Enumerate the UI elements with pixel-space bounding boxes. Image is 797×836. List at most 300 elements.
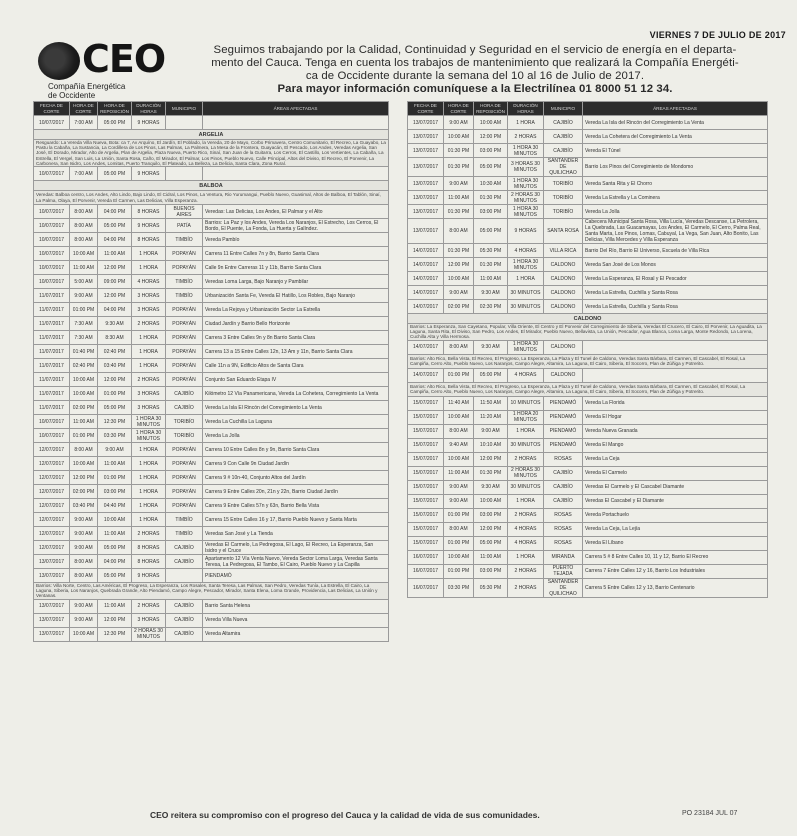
- table-cell: 14/07/2017: [408, 368, 444, 382]
- table-cell: 13/07/2017: [408, 191, 444, 205]
- table-row: [34, 471, 389, 485]
- logo-subtitle-line2: de Occidente: [48, 91, 96, 100]
- table-cell: 9:00 AM: [70, 541, 98, 555]
- table-cell: Vereda El Mango: [583, 438, 768, 452]
- table-cell: 8:00 AM: [70, 555, 98, 569]
- table-cell: 12:00 PM: [98, 261, 132, 275]
- table-cell: POPAYÁN: [166, 317, 203, 331]
- headline-line2: mento del Cauca. Tenga en cuenta los trabajos de mantenimiento que realizará la Compañía Energéti-: [211, 57, 739, 69]
- table-cell: 10:00 AM: [444, 452, 474, 466]
- table-cell: 10/07/2017: [34, 219, 70, 233]
- table-cell: CALDONO: [544, 272, 583, 286]
- table-cell: 2 HORAS: [132, 527, 166, 541]
- table-cell: CAJIBÍO: [544, 130, 583, 144]
- table-cell: Vereda La Estrella y La Cominera: [583, 191, 768, 205]
- area-list-row: [34, 191, 389, 205]
- table-row: [408, 550, 768, 564]
- section-row: [408, 314, 768, 324]
- affected-areas-text: Barrios: Alto Rico, Bella Vista, El Recreo, El Progreso, La Esperanza, La Plaza y El Tunel de Caldono, Veredas Santa Bárbara, El Carmen, El Cascabel, El Rosal, La Campiña, Cerro Alto, Pueblo Nuevo, Los Naranjos, Campo Alegre, Altamira, La Laguna, El Cairo, Siberia, El Socorro, Plan de Zúñiga y Potrerito.: [408, 354, 768, 368]
- municipality-header: BALBOA: [34, 181, 389, 191]
- table-cell: Apartamento 12 Vía Venta Nuevo, Vereda Sector Loma Larga, Veredas Santa Teresa, La Pedregosa, El Tambo, El Cairo, Pueblo Nuevo y La Capilla: [203, 555, 389, 569]
- table-cell: 15/07/2017: [408, 396, 444, 410]
- table-cell: 05:00 PM: [474, 219, 508, 244]
- table-cell: Veredas El Cascabel y El Diamante: [583, 494, 768, 508]
- table-cell: Vereda El Carmelo: [583, 466, 768, 480]
- table-row: [408, 368, 768, 382]
- table-cell: Veredas San José y La Tienda: [203, 527, 389, 541]
- table-cell: 4 HORAS: [508, 244, 544, 258]
- table-cell: Vereda Portachuelo: [583, 508, 768, 522]
- table-cell: 1 HORA: [508, 494, 544, 508]
- table-cell: 01:00 PM: [444, 508, 474, 522]
- table-cell: 01:30 PM: [474, 258, 508, 272]
- logo-name: CEO: [82, 37, 166, 81]
- table-cell: CALDONO: [544, 258, 583, 272]
- table-cell: 05:00 PM: [98, 401, 132, 415]
- table-cell: 12/07/2017: [34, 443, 70, 457]
- table-cell: POPAYÁN: [166, 261, 203, 275]
- table-cell: Vereda La Ceja, La Lejía: [583, 522, 768, 536]
- table-cell: 2 HORAS 30 MINUTOS: [508, 191, 544, 205]
- headline-line4: Para mayor información comuníquese a la Electrilínea 01 8000 51 12 34.: [277, 83, 673, 95]
- table-cell: Calle 9n Entre Carreras 11 y 11b, Barrio Santa Clara: [203, 261, 389, 275]
- table-cell: 7:30 AM: [70, 317, 98, 331]
- table-cell: ROSAS: [544, 536, 583, 550]
- table-cell: 3 HORAS: [132, 303, 166, 317]
- table-cell: CAJIBÍO: [166, 599, 203, 613]
- table-cell: 9:00 AM: [444, 286, 474, 300]
- table-cell: 2 HORAS: [132, 599, 166, 613]
- table-cell: 10:30 AM: [474, 177, 508, 191]
- table-cell: 8 HORAS: [132, 233, 166, 247]
- table-cell: Vereda Pambío: [203, 233, 389, 247]
- column-header: DURACIÓN HORAS: [132, 102, 166, 116]
- table-cell: 12:00 PM: [444, 258, 474, 272]
- table-row: [408, 177, 768, 191]
- table-cell: 16/07/2017: [408, 564, 444, 578]
- table-cell: CAJIBÍO: [166, 613, 203, 627]
- table-cell: 01:30 PM: [444, 205, 474, 219]
- table-header-row: [34, 102, 389, 116]
- table-cell: 2 HORAS: [508, 564, 544, 578]
- table-cell: Vereda La Estrella, Cuchilla y Santa Rosa: [583, 286, 768, 300]
- table-row: [34, 627, 389, 641]
- table-cell: 13/07/2017: [408, 177, 444, 191]
- table-cell: 9:30 AM: [474, 286, 508, 300]
- table-cell: 15/07/2017: [408, 410, 444, 424]
- table-cell: 9:00 AM: [98, 443, 132, 457]
- table-cell: CAJIBÍO: [544, 144, 583, 158]
- table-cell: Barrio Los Pinos del Corregimiento de Mondomo: [583, 158, 768, 177]
- column-header: HORA DE REPOSICIÓN: [98, 102, 132, 116]
- table-cell: 11/07/2017: [34, 303, 70, 317]
- table-cell: 11:00 AM: [98, 599, 132, 613]
- table-cell: CAJIBÍO: [544, 116, 583, 130]
- table-row: [408, 219, 768, 244]
- table-cell: 11/07/2017: [34, 317, 70, 331]
- table-cell: 12:30 PM: [98, 627, 132, 641]
- table-cell: TIMBÍO: [166, 289, 203, 303]
- table-cell: 9 HORAS: [132, 116, 166, 130]
- affected-areas-text: Barrios: Villa Norte, Centro, Las Américas, El Progreso, La Esperanza, Los Rosales, Santa Teresa, Las Palmas, San Pedro, Veredas Tunía, La Estrella, El Cairo, La Laguna, Siberia, Los Naranjos, Quebrada Grande, Alto Piendamó, Campo Alegre, Pescador, Mirador, Santa Elena, Loma Grande, Providencia, Las Delicias, La Unión y Ventanas.: [34, 583, 389, 600]
- column-header: FECHA DE CORTE: [34, 102, 70, 116]
- table-cell: 13/07/2017: [408, 205, 444, 219]
- table-cell: 11:50 AM: [474, 396, 508, 410]
- table-row: [408, 258, 768, 272]
- table-cell: 8:00 AM: [70, 233, 98, 247]
- table-cell: 13/07/2017: [408, 158, 444, 177]
- area-list-row: [34, 583, 389, 600]
- table-cell: TIMBÍO: [166, 513, 203, 527]
- area-list-row: [408, 354, 768, 368]
- table-cell: 10/07/2017: [34, 415, 70, 429]
- table-cell: 11:00 AM: [98, 527, 132, 541]
- table-cell: [166, 569, 203, 583]
- table-cell: 3 HORAS: [132, 289, 166, 303]
- table-cell: 13/07/2017: [408, 130, 444, 144]
- table-cell: 01:00 PM: [98, 387, 132, 401]
- table-cell: 12:00 PM: [70, 471, 98, 485]
- table-cell: 10:00 AM: [444, 550, 474, 564]
- table-cell: 2 HORAS: [132, 317, 166, 331]
- table-cell: 14/07/2017: [408, 244, 444, 258]
- table-cell: 05:00 PM: [474, 158, 508, 177]
- table-cell: PIENDAMÓ: [203, 569, 389, 583]
- table-cell: CAJIBÍO: [166, 401, 203, 415]
- table-cell: POPAYÁN: [166, 359, 203, 373]
- table-cell: 13/07/2017: [34, 599, 70, 613]
- table-cell: 01:00 PM: [444, 564, 474, 578]
- table-cell: ROSAS: [544, 452, 583, 466]
- table-cell: 12/07/2017: [34, 485, 70, 499]
- table-cell: 12/07/2017: [34, 527, 70, 541]
- column-header: DURACIÓN HORAS: [508, 102, 544, 116]
- table-cell: 03:00 PM: [98, 485, 132, 499]
- table-cell: 14/07/2017: [408, 300, 444, 314]
- footer-slogan: CEO reitera su compromiso con el progreso del Cauca y la calidad de vida de sus comunidades.: [150, 810, 540, 820]
- table-cell: 01:00 PM: [98, 471, 132, 485]
- table-cell: Carrera 9 # 10n-40, Conjunto Altos del Jardín: [203, 471, 389, 485]
- table-cell: 9 HORAS: [132, 219, 166, 233]
- table-cell: PUERTO TEJADA: [544, 564, 583, 578]
- table-row: [34, 331, 389, 345]
- table-cell: 15/07/2017: [408, 508, 444, 522]
- table-cell: Vereda La Rejoya y Urbanización Sector La Estrella: [203, 303, 389, 317]
- table-cell: 9:30 AM: [98, 317, 132, 331]
- table-cell: TIMBÍO: [166, 527, 203, 541]
- table-cell: 02:00 PM: [70, 485, 98, 499]
- table-row: [408, 244, 768, 258]
- table-row: [34, 499, 389, 513]
- table-cell: 16/07/2017: [408, 578, 444, 597]
- table-cell: 10 MINUTOS: [508, 396, 544, 410]
- table-cell: 03:40 PM: [70, 499, 98, 513]
- table-row: [408, 144, 768, 158]
- table-cell: 8:00 AM: [70, 205, 98, 219]
- table-cell: 30 MINUTOS: [508, 286, 544, 300]
- table-row: [34, 345, 389, 359]
- table-cell: 15/07/2017: [408, 452, 444, 466]
- table-cell: Vereda El Túnel: [583, 144, 768, 158]
- table-cell: PIENDAMÓ: [544, 438, 583, 452]
- table-cell: 02:40 PM: [70, 359, 98, 373]
- table-cell: SANTANDER DE QUILICHAO: [544, 578, 583, 597]
- table-cell: 10:00 AM: [70, 457, 98, 471]
- table-row: [34, 317, 389, 331]
- table-cell: Vereda La Estrella, Cuchilla y Santa Rosa: [583, 300, 768, 314]
- table-cell: [166, 116, 203, 130]
- table-cell: Vereda La Ceja: [583, 452, 768, 466]
- table-cell: Veredas El Carmelo y El Cascabel Diamante: [583, 480, 768, 494]
- table-cell: 2 HORAS: [132, 373, 166, 387]
- table-row: [34, 261, 389, 275]
- table-cell: 2 HORAS: [508, 578, 544, 597]
- ad-code: PO 23184 JUL 07: [682, 810, 738, 817]
- table-cell: 4 HORAS: [508, 368, 544, 382]
- column-header: MUNICIPIO: [166, 102, 203, 116]
- table-cell: 1 HORA: [132, 513, 166, 527]
- table-cell: Barrio Del Río, Barrio El Universo, Escuela de Villa Rica: [583, 244, 768, 258]
- table-cell: CALDONO: [544, 300, 583, 314]
- column-header: HORA DE REPOSICIÓN: [474, 102, 508, 116]
- table-cell: 10:00 AM: [444, 130, 474, 144]
- table-cell: 1 HORA 30 MINUTOS: [508, 205, 544, 219]
- table-cell: Vereda La Jolla: [203, 429, 389, 443]
- table-cell: TORIBÍO: [544, 177, 583, 191]
- table-cell: 8 HORAS: [132, 555, 166, 569]
- publication-date: VIERNES 7 DE JULIO DE 2017: [649, 30, 786, 40]
- headline-line1: Seguimos trabajando por la Calidad, Continuidad y Seguridad en el servicio de energía en el departa-: [213, 44, 737, 56]
- table-row: [408, 466, 768, 480]
- table-row: [34, 387, 389, 401]
- table-cell: 9:30 AM: [474, 340, 508, 354]
- table-cell: 05:30 PM: [474, 578, 508, 597]
- table-cell: POPAYÁN: [166, 485, 203, 499]
- table-cell: 12/07/2017: [34, 457, 70, 471]
- table-cell: SANTANDER DE QUILICHAO: [544, 158, 583, 177]
- table-cell: PIENDAMÓ: [544, 424, 583, 438]
- table-row: [34, 116, 389, 130]
- schedule-table-left: [33, 101, 389, 642]
- table-cell: 30 MINUTOS: [508, 300, 544, 314]
- table-cell: 1 HORA 30 MINUTOS: [508, 177, 544, 191]
- table-cell: CAJIBÍO: [544, 480, 583, 494]
- table-cell: 9:00 AM: [70, 599, 98, 613]
- table-cell: 1 HORA: [132, 331, 166, 345]
- table-cell: 10:00 AM: [70, 387, 98, 401]
- table-row: [408, 578, 768, 597]
- table-cell: 11:20 AM: [474, 410, 508, 424]
- table-cell: 01:40 PM: [70, 345, 98, 359]
- table-cell: 05:00 PM: [98, 116, 132, 130]
- table-cell: 05:30 PM: [474, 244, 508, 258]
- table-cell: Vereda La Cohetera del Corregimiento La Venta: [583, 130, 768, 144]
- table-cell: 1 HORA: [132, 485, 166, 499]
- table-cell: 02:00 PM: [444, 300, 474, 314]
- table-cell: 03:40 PM: [98, 359, 132, 373]
- table-cell: 9 HORAS: [132, 167, 166, 181]
- table-cell: Carrera 9 Entre Calles 20n, 21n y 22n, Barrio Ciudad Jardín: [203, 485, 389, 499]
- table-cell: 02:40 PM: [98, 345, 132, 359]
- table-cell: 01:30 PM: [444, 158, 474, 177]
- table-row: [408, 340, 768, 354]
- table-cell: 09:00 PM: [98, 275, 132, 289]
- table-row: [34, 569, 389, 583]
- table-cell: MIRANDA: [544, 550, 583, 564]
- table-cell: Urbanización Santa Fe, Vereda El Hatillo, Los Robles, Bajo Naranjo: [203, 289, 389, 303]
- table-cell: 12:00 PM: [474, 452, 508, 466]
- table-cell: 10:10 AM: [474, 438, 508, 452]
- table-cell: 11:00 AM: [474, 550, 508, 564]
- table-row: [34, 429, 389, 443]
- table-cell: CAJIBÍO: [544, 494, 583, 508]
- table-cell: 2 HORAS 30 MINUTOS: [132, 627, 166, 641]
- table-row: [34, 205, 389, 219]
- table-cell: 03:00 PM: [474, 508, 508, 522]
- table-cell: 8:00 AM: [70, 219, 98, 233]
- table-cell: 1 HORA: [132, 471, 166, 485]
- table-cell: CALDONO: [544, 368, 583, 382]
- table-cell: 1 HORA 20 MINUTOS: [508, 410, 544, 424]
- table-cell: 01:30 PM: [444, 244, 474, 258]
- table-cell: 15/07/2017: [408, 438, 444, 452]
- table-cell: 11:40 AM: [444, 396, 474, 410]
- table-cell: 01:00 PM: [444, 368, 474, 382]
- table-cell: SANTA ROSA: [544, 219, 583, 244]
- table-cell: CAJIBÍO: [544, 466, 583, 480]
- table-cell: Vereda El Líbano: [583, 536, 768, 550]
- table-row: [34, 275, 389, 289]
- table-cell: 13/07/2017: [34, 613, 70, 627]
- table-row: [408, 191, 768, 205]
- table-cell: 2 HORAS: [508, 130, 544, 144]
- table-cell: Carrera 7 Entre Calles 12 y 16, Barrio Los Industriales: [583, 564, 768, 578]
- table-cell: Conjunto San Eduardo Etapa IV: [203, 373, 389, 387]
- table-cell: 03:30 PM: [98, 429, 132, 443]
- table-row: [34, 233, 389, 247]
- ceo-logo: [34, 37, 174, 100]
- table-cell: 9:00 AM: [70, 613, 98, 627]
- table-header-row: [408, 102, 768, 116]
- table-cell: 13/07/2017: [34, 569, 70, 583]
- table-cell: 12/07/2017: [34, 471, 70, 485]
- table-row: [34, 303, 389, 317]
- table-row: [408, 452, 768, 466]
- table-cell: 10/07/2017: [34, 116, 70, 130]
- table-cell: 16/07/2017: [408, 550, 444, 564]
- table-row: [34, 289, 389, 303]
- table-cell: CAJIBÍO: [166, 541, 203, 555]
- table-cell: 3 HORAS 30 MINUTOS: [508, 158, 544, 177]
- table-cell: 9:00 AM: [70, 527, 98, 541]
- table-cell: 8:00 AM: [444, 424, 474, 438]
- table-cell: CALDONO: [544, 340, 583, 354]
- table-cell: Vereda La Jolla: [583, 205, 768, 219]
- table-cell: 13/07/2017: [408, 116, 444, 130]
- table-row: [34, 541, 389, 555]
- table-row: [408, 396, 768, 410]
- table-cell: 14/07/2017: [408, 286, 444, 300]
- table-cell: Calle 11n a 9N, Edificio Altos de Santa Clara: [203, 359, 389, 373]
- table-cell: 10:00 AM: [70, 247, 98, 261]
- table-cell: TIMBÍO: [166, 233, 203, 247]
- table-cell: 11/07/2017: [34, 387, 70, 401]
- table-cell: 10:00 AM: [474, 494, 508, 508]
- table-cell: Vereda Santa Rita y El Chorro: [583, 177, 768, 191]
- table-cell: 9:00 AM: [70, 513, 98, 527]
- table-row: [408, 410, 768, 424]
- headline-line3: ca de Occidente durante la semana del 10 al 16 de Julio de 2017.: [305, 70, 645, 82]
- table-cell: 10/07/2017: [34, 167, 70, 181]
- table-cell: 04:00 PM: [98, 233, 132, 247]
- table-cell: POPAYÁN: [166, 443, 203, 457]
- table-cell: 10:00 AM: [474, 116, 508, 130]
- table-cell: Cabecera Municipal Santa Rosa, Villa Lucía, Veredas Descanse, La Petrolera, La Quebrada, Las Guacamayas, Los Andes, El Carmelo, El Cerro, Palma Real, Santa Marta, Los Pinos, Lomas, Cabuyal, La Vega, San Juan, Alto Bonito, Las Delicias, Villa Mercedes y Villa Esperanza: [583, 219, 768, 244]
- table-cell: 11:00 AM: [444, 191, 474, 205]
- table-cell: 30 MINUTOS: [508, 480, 544, 494]
- table-cell: TORIBÍO: [166, 415, 203, 429]
- table-cell: Vereda La Florida: [583, 396, 768, 410]
- table-cell: VILLA RICA: [544, 244, 583, 258]
- table-cell: 1 HORA: [508, 272, 544, 286]
- table-cell: 05:00 PM: [98, 569, 132, 583]
- table-cell: 10:00 AM: [444, 410, 474, 424]
- table-row: [408, 286, 768, 300]
- table-cell: 04:00 PM: [98, 303, 132, 317]
- table-row: [408, 116, 768, 130]
- table-cell: 30 MINUTOS: [508, 438, 544, 452]
- table-cell: 01:00 PM: [70, 429, 98, 443]
- table-cell: Kilómetro 12 Vía Panamericana, Vereda La Cohetera, Corregimiento La Venta: [203, 387, 389, 401]
- table-cell: 8:00 AM: [444, 340, 474, 354]
- table-cell: 04:40 PM: [98, 499, 132, 513]
- table-cell: 1 HORA: [132, 261, 166, 275]
- table-cell: 04:00 PM: [98, 555, 132, 569]
- table-cell: PATÍA: [166, 219, 203, 233]
- table-cell: 9:00 AM: [70, 289, 98, 303]
- table-cell: 1 HORA 30 MINUTOS: [132, 429, 166, 443]
- table-cell: 12:00 PM: [98, 373, 132, 387]
- table-cell: Barrio Santa Helena: [203, 599, 389, 613]
- table-cell: [203, 116, 389, 130]
- area-list-row: [408, 324, 768, 341]
- municipality-header: ARGELIA: [34, 130, 389, 140]
- table-cell: POPAYÁN: [166, 247, 203, 261]
- table-cell: 11:00 AM: [474, 272, 508, 286]
- table-row: [408, 130, 768, 144]
- table-cell: 12:00 PM: [474, 130, 508, 144]
- table-cell: 9:40 AM: [444, 438, 474, 452]
- table-cell: 5:00 AM: [70, 275, 98, 289]
- table-cell: 12:00 PM: [98, 613, 132, 627]
- table-cell: 1 HORA: [508, 550, 544, 564]
- table-cell: 05:00 PM: [474, 536, 508, 550]
- table-cell: Veredas El Carmelo, La Pedregosa, El Lago, El Recreo, La Esperanza, San Isidro y el Cruce: [203, 541, 389, 555]
- table-row: [34, 513, 389, 527]
- table-cell: 9:00 AM: [444, 116, 474, 130]
- table-cell: 1 HORA: [132, 443, 166, 457]
- table-cell: 03:00 PM: [474, 564, 508, 578]
- column-header: MUNICIPIO: [544, 102, 583, 116]
- table-cell: 9:30 AM: [474, 480, 508, 494]
- table-cell: 2 HORAS 30 MINUTOS: [508, 466, 544, 480]
- table-cell: 7:00 AM: [70, 116, 98, 130]
- table-cell: 01:00 PM: [70, 303, 98, 317]
- table-cell: 11:00 AM: [70, 415, 98, 429]
- table-cell: Carrera 5 # 8 Entre Calles 10, 11 y 12, Barrio El Recreo: [583, 550, 768, 564]
- table-cell: 12/07/2017: [34, 541, 70, 555]
- table-cell: 01:30 PM: [474, 466, 508, 480]
